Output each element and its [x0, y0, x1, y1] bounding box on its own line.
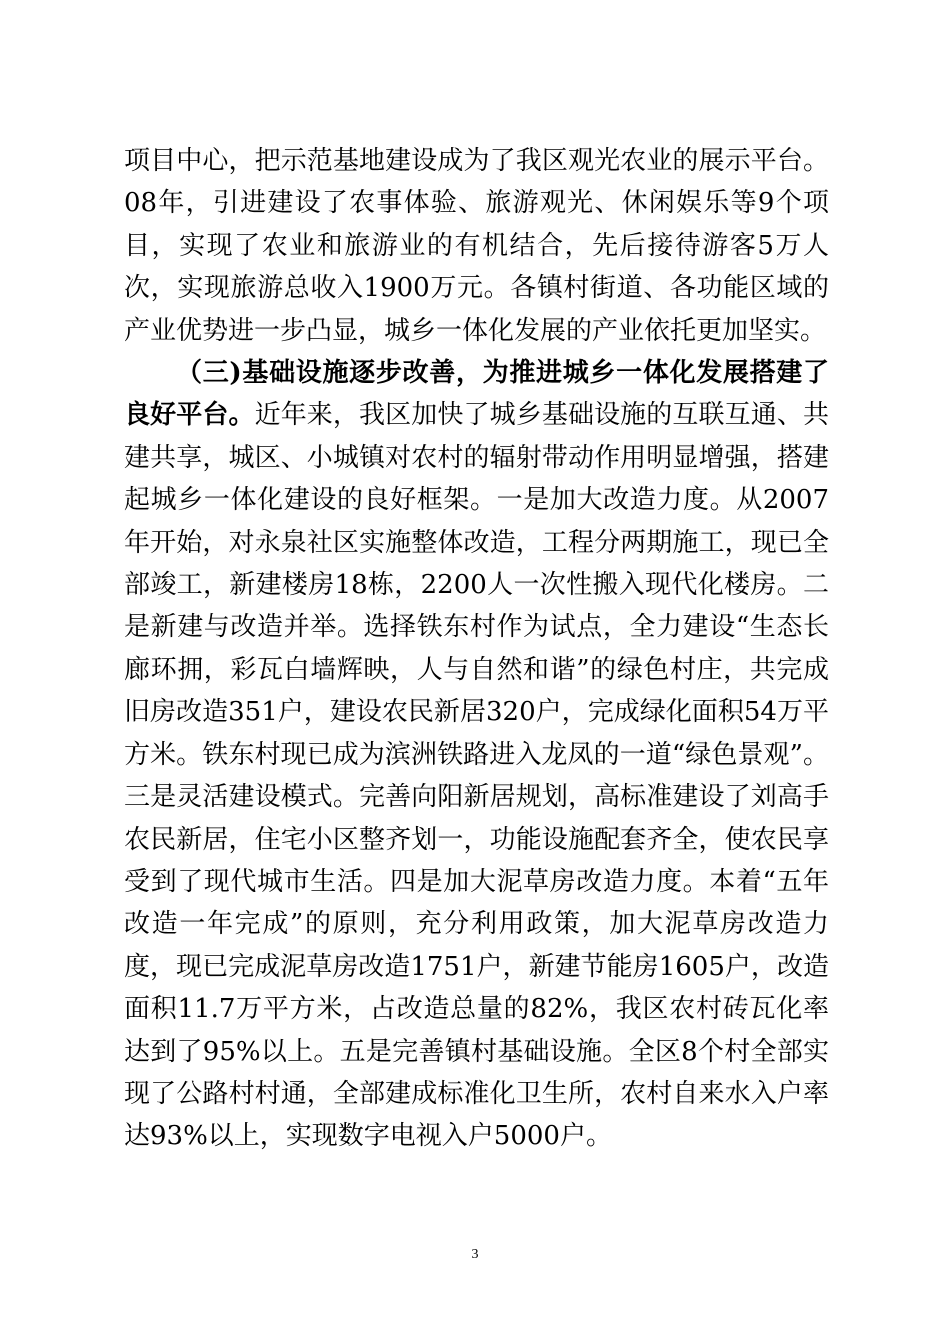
section-three-body: 近年来，我区加快了城乡基础设施的互联互通、共建共享，城区、小城镇对农村的辐射带动作用明显增强，搭建起城乡一体化建设的良好框架。一是加大改造力度。从2007年开始，对永泉社区实施整体改造，工程分两期施工，现已全部竣工，新建楼房18栋，2200人一次性搬入现代化楼房。二是新建与改造并举。选择铁东村作为试点，全力建设“生态长廊环拥，彩瓦白墙辉映，人与自然和谐”的绿色村庄，共完成旧房改造351户，建设农民新居320户，完成绿化面积54万平方米。铁东村现已成为滨洲铁路进入龙凤的一道“绿色景观”。三是灵活建设模式。完善向阳新居规划，高标准建设了刘高手农民新居，住宅小区整齐划一，功能设施配套齐全，使农民享受到了现代城市生活。四是加大泥草房改造力度。本着“五年改造一年完成”的原则，充分利用政策，加大泥草房改造力度，现已完成泥草房改造1751户，新建节能房1605户，改造面积11.7万平方米，占改造总量的82%，我区农村砖瓦化率达到了95%以上。五是完善镇村基础设施。全区8个村全部实现了公路村村通，全部建成标准化卫生所，农村自来水入户率达93%以上，实现数字电视入户5000户。 [124, 400, 829, 1152]
page-number: 3 [471, 1247, 479, 1262]
section-three-paragraph [124, 352, 829, 1158]
document-body [124, 140, 829, 1158]
continued-paragraph: 项目中心，把示范基地建设成为了我区观光农业的展示平台。08年，引进建设了农事体验、旅游观光、休闲娱乐等9个项目，实现了农业和旅游业的有机结合，先后接待游客5万人次，实现旅游总收入1900万元。各镇村街道、各功能区域的产业优势进一步凸显，城乡一体化发展的产业依托更加坚实。 [124, 146, 829, 346]
section-three-heading: （三)基础设施逐步改善，为推进城乡一体化发展搭建了良好平台。 [124, 358, 829, 431]
